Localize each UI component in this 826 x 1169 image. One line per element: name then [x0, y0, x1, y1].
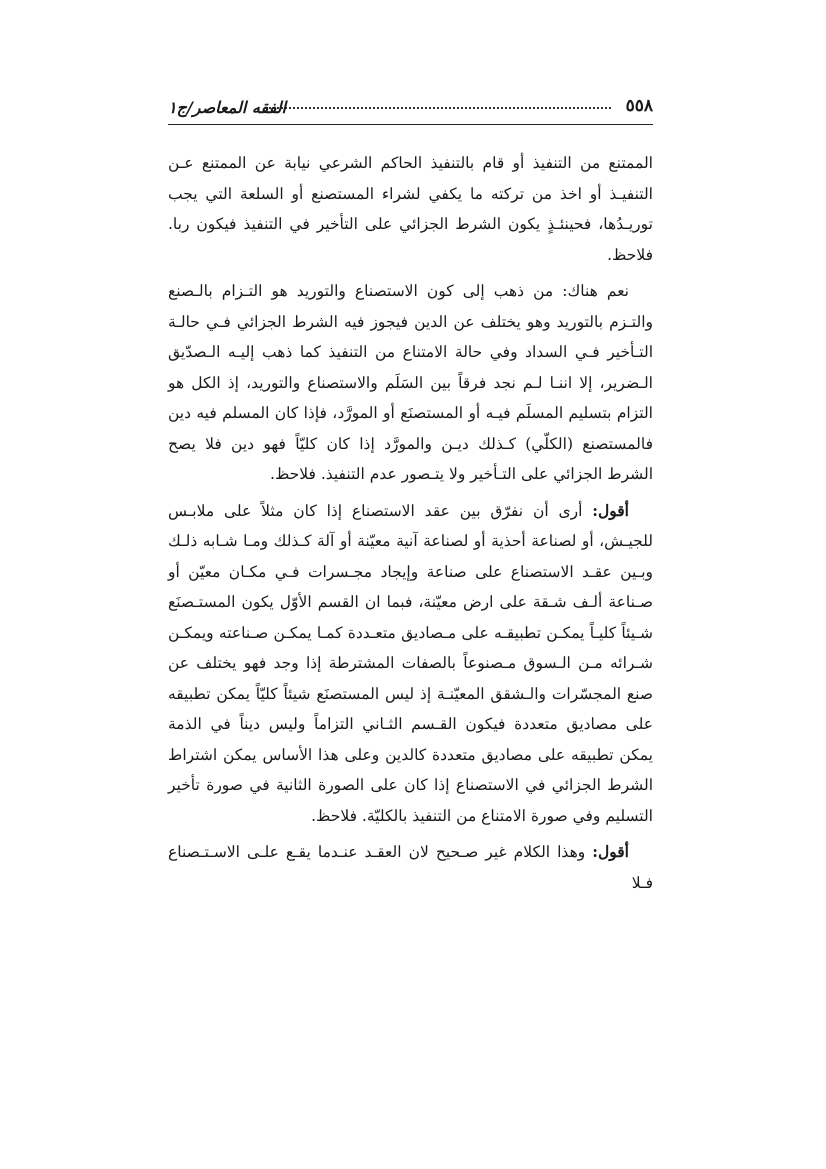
page-number: ٥٥٨	[625, 96, 653, 116]
paragraph-lead: أقول:	[592, 500, 629, 520]
paragraph-text: نعم هناك: من ذهب إلى كون الاستصناع والتوريد هو التـزام بالـصنع والتـزم بالتوريد وهو يختلف عن الدين فيجوز فيه الشرط الجزائي فـي حالـة التـأخير فـي السداد وفي حالة الامتناع من التنفيذ كما ذهب إليـه الـصدّيق الـضرير، إلا اننـا لـم نجد فرقاً بين السَلَم والاستصناع والتوريد، إذ الكل هو التزام بتسليم المسلَم فيـه أو المستصنَع أو المورَّد، فإذا كان المسلم فيه دين فالمستصنع (الكلّي) كـذلك ديـن والمورَّد إذا كان كليّاً فهو دين فلا يصح الشرط الجزائي على التـأخير ولا يتـصور عدم التنفيذ. فلاحظ.	[168, 282, 653, 483]
paragraph-text: أرى أن نفرّق بين عقد الاستصناع إذا كان مثلاً على ملابـس للجيـش، أو لصناعة أحذية أو لصناعة آنية معيّنة أو آلة كـذلك ومـا شـابه ذلـك وبـين عقـد الاستصناع على صناعة وإيجاد مجـسرات فـي مكـان معيّن أو صـناعة ألـف شـقة على ارض معيّنة، فبما ان القسم الأوّل يكون المستـصنَع شـيئاً كليـاً يمكـن تطبيقـه على مـصاديق متعـددة كمـا يمكـن صـناعته ويمكـن شـرائه مـن الـسوق مـصنوعاً بالصفات المشترطة إذا وجد فهو يختلف عن صنع المجسّرات والـشقق المعيّنـة إذ ليس المستصنَع شيئاً كليّاً يمكن تطبيقه على مصاديق متعددة فيكون القـسم الثـاني التزاماً وليس ديناً في الذمة يمكن تطبيقه على مصاديق متعددة كالدين وعلى هذا الأساس يمكن اشتراط الشرط الجزائي في الاستصناع إذا كان على الصورة الثانية في صورة تأخير التسليم وفي صورة الامتناع من التنفيذ بالكليّة. فلاحظ.	[168, 501, 653, 825]
paragraph-text: وهذا الكلام غير صـحيح لان العقـد عنـدما يقـع علـى الاسـتـصناع فـلا	[168, 843, 653, 892]
paragraph-lead: أقول:	[592, 842, 629, 861]
page-header	[168, 95, 653, 127]
body-text	[168, 148, 653, 904]
header-rule	[168, 124, 653, 125]
header-leader-dots	[266, 107, 611, 109]
paragraph	[168, 148, 653, 270]
paragraph	[168, 276, 653, 490]
paragraph	[168, 837, 653, 898]
paragraph	[168, 496, 653, 832]
paragraph-text: الممتنع من التنفيذ أو قام بالتنفيذ الحاكم الشرعي نيابة عن الممتنع عـن التنفيـذ أو اخذ من تركته ما يكفي لشراء المستصنع أو السلعة التي يجب توريـدُها، فحينئـذٍ يكون الشرط الجزائي على التأخير في التنفيذ فيكون ربا. فلاحظ.	[168, 154, 653, 264]
running-title: الفقه المعاصر/ج١	[168, 98, 286, 117]
